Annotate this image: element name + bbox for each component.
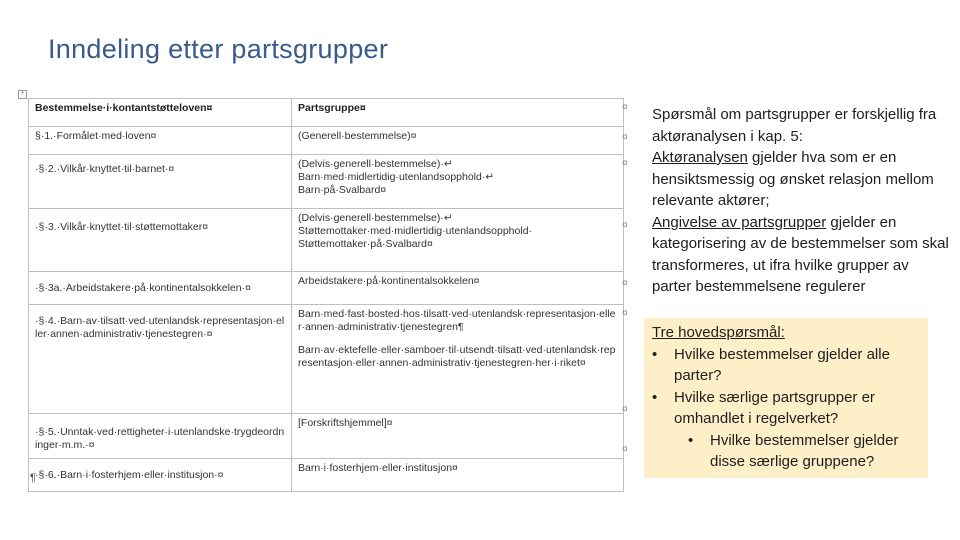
provision-cell: ·§·6.·Barn·i·fosterhjem·eller·institusjon·¤ xyxy=(29,459,292,492)
party-line: [Forskriftshjemmel]¤ xyxy=(298,417,393,429)
party-group-cell xyxy=(292,209,624,272)
provision-table xyxy=(28,98,624,492)
party-group-cell xyxy=(292,459,624,492)
list-item-text: Hvilke særlige partsgrupper er omhandlet i regelverket? xyxy=(674,388,875,427)
list-item xyxy=(652,387,928,430)
table-row xyxy=(29,272,624,305)
list-item-text: Hvilke bestemmelser gjelder alle parter? xyxy=(674,345,890,384)
slide-title: Inndeling etter partsgrupper xyxy=(48,34,389,64)
party-line: Arbeidstakere·på·kontinentalsokkelen¤ xyxy=(298,275,480,287)
provision-cell: ·§·5.·Unntak·ved·rettigheter·i·utenlandske·trygdeordninger·m.m.·¤ xyxy=(29,414,292,459)
party-line: Støttemottaker·på·Svalbard¤ xyxy=(298,238,433,250)
bullet-icon: • xyxy=(652,345,658,363)
table-row xyxy=(29,414,624,459)
row-end-mark: ¤ xyxy=(622,158,628,169)
embedded-document-table xyxy=(20,90,624,484)
party-line: (Delvis·generell·bestemmelse)·↵ xyxy=(298,158,453,170)
party-line: Barn·på·Svalbard¤ xyxy=(298,184,387,196)
row-end-mark: ¤ xyxy=(622,278,628,289)
party-line: Støttemottaker·med·midlertidig·utenlandsopphold· xyxy=(298,225,533,237)
party-group-cell xyxy=(292,155,624,209)
header-party-group: Partsgruppe¤ xyxy=(292,99,624,127)
party-group-cell xyxy=(292,272,624,305)
provision-cell: ·§·3a.·Arbeidstakere·på·kontinentalsokkelen·¤ xyxy=(29,272,292,305)
partsgrupper-definition: gjelder en kategorisering av de bestemmelser som skal transformeres, ut ifra hvilke grupper av parter bestemmelsene regulerer xyxy=(652,213,949,295)
bullet-icon: • xyxy=(652,388,658,406)
row-end-mark: ¤ xyxy=(622,132,628,143)
row-end-mark: ¤ xyxy=(622,220,628,231)
intro-sentence: Spørsmål om partsgrupper er forskjellig fra aktøranalysen i kap. 5: xyxy=(652,106,937,145)
provision-cell: ·§·4.·Barn·av·tilsatt·ved·utenlandsk·representasjon·eller·annen·administrativ·tjenestegren·¤ xyxy=(29,305,292,414)
explanation-text xyxy=(652,104,952,298)
party-line: (Generell·bestemmelse)¤ xyxy=(298,130,417,142)
party-line: Barn·i·fosterhjem·eller·institusjon¤ xyxy=(298,462,458,474)
aktor-term: Aktøranalysen xyxy=(652,149,748,166)
row-end-mark: ¤ xyxy=(622,102,628,113)
box-heading: Tre hovedspørsmål: xyxy=(652,324,785,341)
header-provision: Bestemmelse·i·kontantstøtteloven¤ xyxy=(29,99,292,127)
list-item-text: Hvilke bestemmelser gjelder disse særlige gruppene? xyxy=(710,431,899,470)
party-line: Barn·med·fast·bosted·hos·tilsatt·ved·utenlandsk·representasjon·eller·annen·administrativ·tjenestegren¶ xyxy=(298,308,616,333)
party-line: Barn·med·midlertidig·utenlandsopphold·↵ xyxy=(298,171,495,183)
table-row xyxy=(29,155,624,209)
sub-list-item xyxy=(652,430,928,473)
party-group-cell xyxy=(292,127,624,155)
party-group-cell xyxy=(292,414,624,459)
row-end-mark: ¤ xyxy=(622,404,628,415)
party-line: Barn·av·ektefelle·eller·samboer·til·utsendt·tilsatt·ved·utenlandsk·representasjon·eller·annen·administrativ·tjenestegren·her·i·riket¤ xyxy=(298,344,616,369)
table-row xyxy=(29,459,624,492)
table-header-row xyxy=(29,99,624,127)
party-group-cell xyxy=(292,305,624,414)
end-of-row-marks xyxy=(622,100,632,460)
row-end-mark: ¤ xyxy=(622,444,628,455)
provision-cell: §·1.·Formålet·med·loven¤ xyxy=(29,127,292,155)
table-row xyxy=(29,127,624,155)
paragraph-mark: ¶ xyxy=(30,472,36,484)
table-row xyxy=(29,305,624,414)
provision-cell: ·§·3.·Vilkår·knyttet·til·støttemottaker¤ xyxy=(29,209,292,272)
row-end-mark: ¤ xyxy=(622,308,628,319)
table-row xyxy=(29,209,624,272)
table-move-handle-icon[interactable]: + xyxy=(18,90,27,99)
provision-cell: ·§·2.·Vilkår·knyttet·til·barnet·¤ xyxy=(29,155,292,209)
list-item xyxy=(652,344,928,387)
party-line: (Delvis·generell·bestemmelse)·↵ xyxy=(298,212,453,224)
bullet-icon: • xyxy=(688,431,694,449)
key-questions-box xyxy=(644,318,928,478)
aktor-definition: gjelder hva som er en hensiktsmessig og ønsket relasjon mellom relevante aktører; xyxy=(652,149,934,209)
partsgrupper-term: Angivelse av partsgrupper xyxy=(652,213,827,231)
